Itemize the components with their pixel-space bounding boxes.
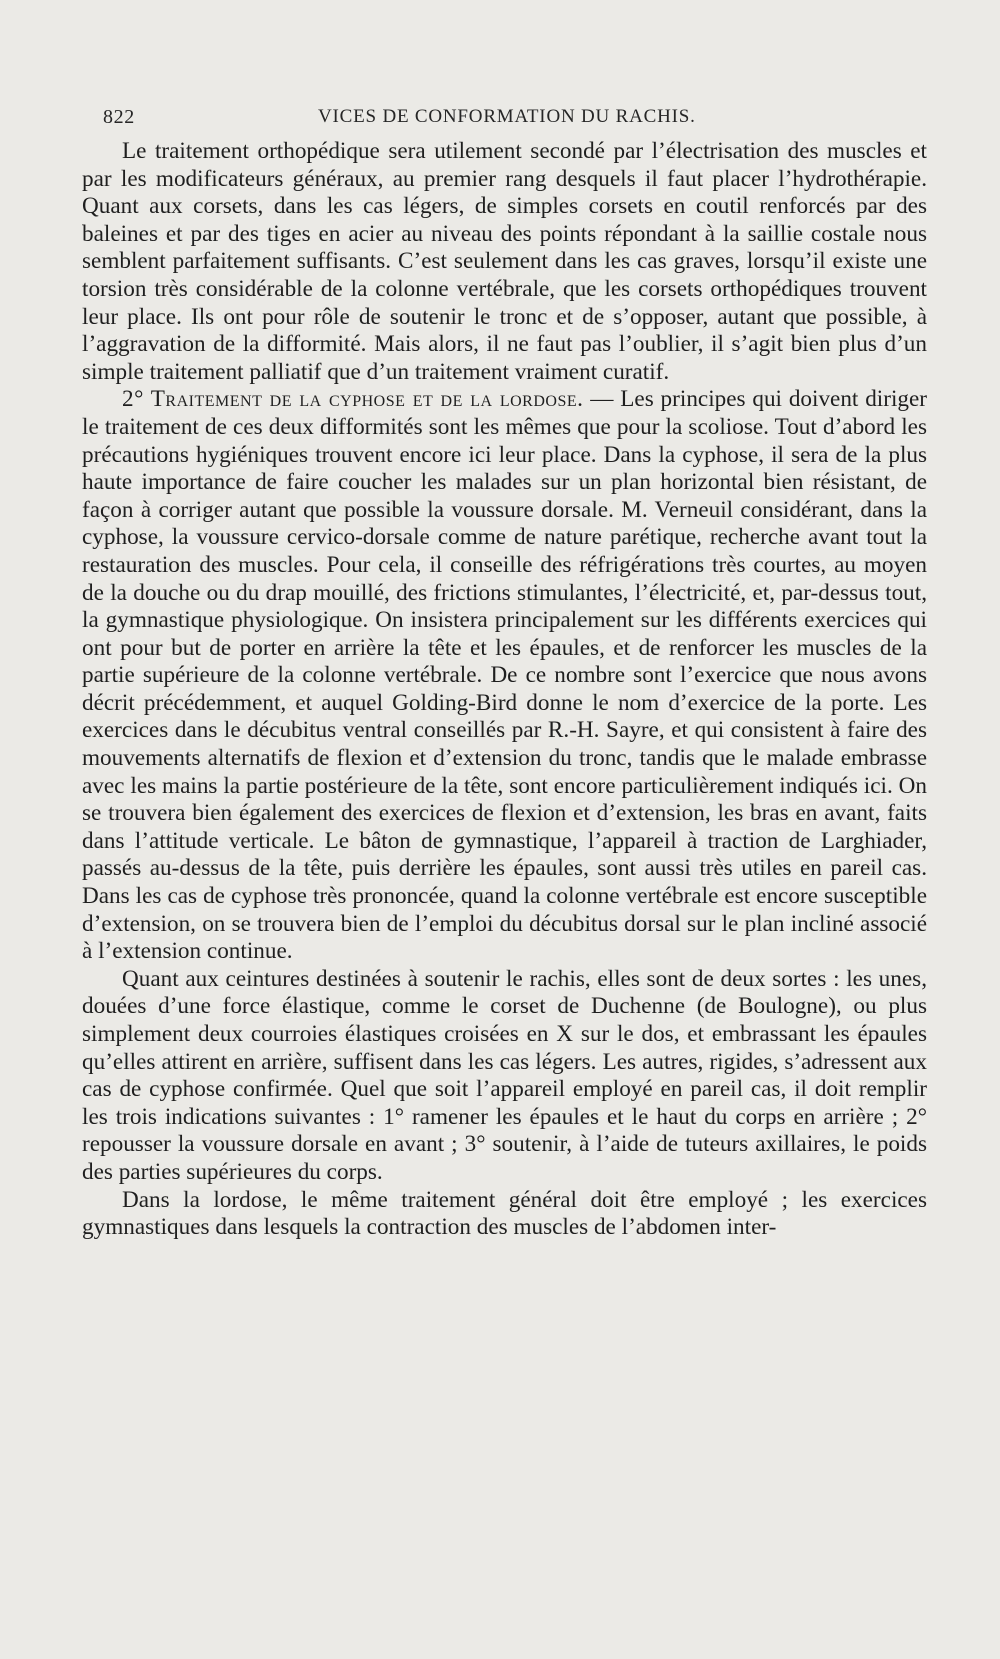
- paragraph-text: Quant aux ceintures destinées à soutenir le rachis, elles sont de deux sortes : les unes, douées d’une force élastique, comme le corset de Duchenne (de Boulogne), ou plus simplement deux courroies élastiques croisées en X sur le dos, et embrassant les épaules qu’elles attirent en arrière, suffisent dans les cas légers. Les autres, rigides, s’adressent aux cas de cyphose confirmée. Quel que soit l’appareil employé en pareil cas, il doit remplir les trois indications suivantes : 1° ramener les épaules et le haut du corps en arrière ; 2° repousser la voussure dorsale en avant ; 3° soutenir, à l’aide de tuteurs axillaires, le poids des parties supérieures du corps.: [82, 965, 927, 1185]
- paragraph-text: Dans la lordose, le même traitement général doit être employé ; les exercices gymnastiques dans lesquels la contraction des muscles de l’abdomen inter-: [82, 1186, 927, 1241]
- paragraph: [82, 1187, 927, 1242]
- body-text: [82, 138, 927, 1242]
- running-title: VICES DE CONFORMATION DU RACHIS.: [318, 106, 696, 127]
- section-heading: 2° Traitement de la cyphose et de la lordose.: [122, 386, 584, 413]
- paragraph-text: — Les principes qui doivent diriger le traitement de ces deux difformités sont les mêmes que pour la scoliose. Tout d’abord les précautions hygiéniques trouvent encore ici leur place. Dans la cyphose, il sera de la plus haute importance de faire coucher les malades sur un plan horizontal bien résistant, de façon à corriger autant que possible la voussure dorsale. M. Verneuil considérant, dans la cyphose, la voussure cervico-dorsale comme de nature parétique, recherche avant tout la restauration des muscles. Pour cela, il conseille des réfrigérations très courtes, au moyen de la douche ou du drap mouillé, des frictions stimulantes, l’électricité, et, par-dessus tout, la gymnastique physiologique. On insistera principalement sur les différents exercices qui ont pour but de porter en arrière la tête et les épaules, et de renforcer les muscles de la partie supérieure de la colonne vertébrale. De ce nombre sont l’exercice que nous avons décrit précédemment, et auquel Golding-Bird donne le nom d’exercice de la porte. Les exercices dans le décubitus ventral conseillés par R.-H. Sayre, et qui consistent à faire des mouvements alternatifs de flexion et d’extension du tronc, tandis que le malade embrasse avec les mains la partie postérieure de la tête, sont encore particulièrement indiqués ici. On se trouvera bien également des exercices de flexion et d’extension, les bras en avant, faits dans l’attitude verticale. Le bâton de gymnastique, l’appareil à traction de Larghiader, passés au-dessus de la tête, puis derrière les épaules, sont aussi très utiles en pareil cas. Dans les cas de cyphose très prononcée, quand la colonne vertébrale est encore susceptible d’extension, on se trouvera bien de l’emploi du décubitus dorsal sur le plan incliné associé à l’extension continue.: [82, 386, 927, 965]
- paragraph: [82, 966, 927, 1187]
- paragraph: [82, 138, 927, 386]
- running-head: [103, 106, 923, 136]
- page-number: 822: [103, 106, 135, 128]
- paragraph: [82, 386, 927, 965]
- paragraph-text: Le traitement orthopédique sera utilement secondé par l’électrisation des muscles et par les modificateurs généraux, au premier rang desquels il faut placer l’hydrothérapie. Quant aux corsets, dans les cas légers, de simples corsets en coutil renforcés par des baleines et par des tiges en acier au niveau des points répondant à la saillie costale nous semblent parfaitement suffisants. C’est seulement dans les cas graves, lorsqu’il existe une torsion très considérable de la colonne vertébrale, que les corsets orthopédiques trouvent leur place. Ils ont pour rôle de soutenir le tronc et de s’opposer, autant que possible, à l’aggravation de la difformité. Mais alors, il ne faut pas l’oublier, il s’agit bien plus d’un simple traitement palliatif que d’un traitement vraiment curatif.: [82, 138, 927, 385]
